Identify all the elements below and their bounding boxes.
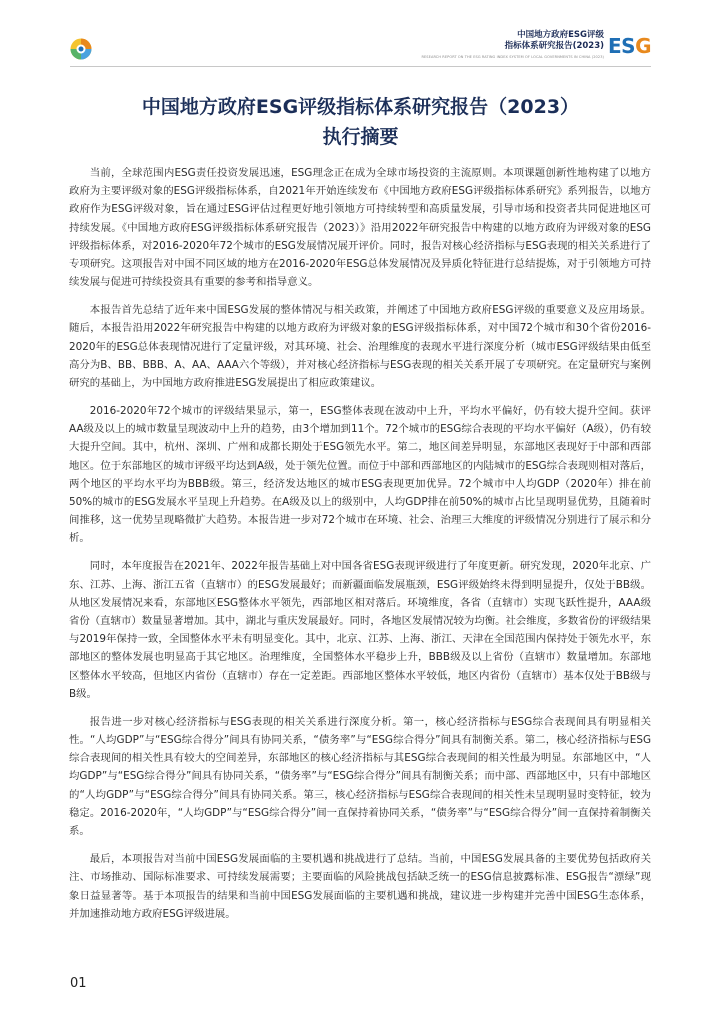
report-header-text xyxy=(421,30,604,63)
header-english-subtitle: RESEARCH REPORT ON THE ESG RATING INDEX SYSTEM OF LOCAL GOVERNMENTS IN CHINA (2023) xyxy=(421,54,604,59)
publisher-logo-icon xyxy=(70,38,92,60)
paragraph-overview: 本报告首先总结了近年来中国ESG发展的整体情况与相关政策，并阐述了中国地方政府ESG评级的重要意义及应用场景。随后，本报告沿用2022年研究报告中构建的以地方政府为评级对象的ESG评级指标体系，对中国72个城市和30个省份2016-2020年的ESG总体表现情况进行了定量评级，对其环境、社会、治理维度的表现水平进行深度分析（城市ESG评级结果由低至高分为B、BB、BBB、A、AA、AAA六个等级），并对核心经济指标与ESG表现的相关关系开展了专项研究。在定量研究与案例研究的基础上，为中国地方政府推进ESG发展提出了相应政策建议。 xyxy=(69,304,651,390)
document-title: 中国地方政府ESG评级指标体系研究报告（2023） xyxy=(141,96,580,118)
esg-logo xyxy=(608,35,651,57)
esg-logo-text: ESG xyxy=(608,34,651,58)
paragraph-city-results: 2016-2020年72个城市的评级结果显示，第一，ESG整体表现在波动中上升，平均水平偏好，仍有较大提升空间。获评AA级及以上的城市数量呈现波动中上升的趋势，由3个增加到11个。72个城市的ESG综合表现的平均水平偏好（A级），仍有较大提升空间。其中，杭州、深圳、广州和成都长期处于ESG领先水平。第二，地区间差异明显，东部地区表现好于中部和西部地区。位于东部地区的城市评级平均达到A级，处于领先位置。而位于中部和西部地区的内陆城市的ESG综合表现则相对落后，两个地区的平均水平均为BBB级。第三，经济发达地区的城市ESG表现更加优异。72个城市中人均GDP（2020年）排在前50%的城市的ESG发展水平呈现上升趋势。在A级及以上的级别中，人均GDP排在前50%的城市占比呈现明显优势，且随着时间推移，这一优势呈现略微扩大趋势。本报告进一步对72个城市在环境、社会、治理三大维度的评级情况分别进行了展示和分析。 xyxy=(69,405,651,545)
header-title-line1: 中国地方政府ESG评级 xyxy=(517,29,604,40)
header-title-line2: 指标体系研究报告(2023) xyxy=(504,40,604,51)
report-header xyxy=(421,30,651,62)
paragraph-intro: 当前，全球范围内ESG责任投资发展迅速，ESG理念正在成为全球市场投资的主流原则。本项课题创新性地构建了以地方政府为主要评级对象的ESG评级指标体系，自2021年开始连续发布《中国地方政府ESG评级指标体系研究》系列报告，以地方政府作为ESG评级对象，旨在通过ESG评估过程更好地引领地方可持续转型和高质量发展，引导市场和投资者共同促进地区可持续发展。《中国地方政府ESG评级指标体系研究报告（2023）》沿用2022年研究报告中构建的以地方政府为评级对象的ESG评级指标体系，对2016-2020年72个城市的ESG发展情况展开评价。同时，报告对核心经济指标与ESG表现的相关关系进行了专项研究。这项报告对中国不同区域的地方在2016-2020年ESG总体发展情况及异质化特征进行总结提炼，对于引领地方可持续发展与促进可持续投资具有重要的参考和指导意义。 xyxy=(69,167,651,289)
document-subtitle: 执行摘要 xyxy=(322,126,399,148)
paragraph-conclusion: 最后，本项报告对当前中国ESG发展面临的主要机遇和挑战进行了总结。当前，中国ESG发展具备的主要优势包括政府关注、市场推动、国际标准要求、可持续发展需要；主要面临的风险挑战包括缺乏统一的ESG信息披露标准、ESG报告“漂绿”现象日益显著等。基于本项报告的结果和当前中国ESG发展面临的主要机遇和挑战，建议进一步构建并完善中国ESG生态体系，并加速推动地方政府ESG评级进展。 xyxy=(69,853,651,920)
paragraph-economic-analysis: 报告进一步对核心经济指标与ESG表现的相关关系进行深度分析。第一，核心经济指标与ESG综合表现间具有明显相关性。“人均GDP”与“ESG综合得分”间具有协同关系，“债务率”与“ESG综合得分”间具有制衡关系。第二，核心经济指标与ESG综合表现间的相关性具有较大的空间差异，东部地区的核心经济指标与其ESG综合表现间的相关性最为明显。东部地区中，“人均GDP”与“ESG综合得分”间具有协同关系，“债务率”与“ESG综合得分”间具有制衡关系；而中部、西部地区中，只有中部地区的“人均GDP”与“ESG综合得分”间具有协同关系。第三，核心经济指标与ESG综合表现间的相关性未呈现明显时变特征，较为稳定。2016-2020年，“人均GDP”与“ESG综合得分”间一直保持着协同关系，“债务率”与“ESG综合得分”间一直保持着制衡关系。 xyxy=(69,715,651,838)
summary-body xyxy=(69,164,651,933)
header-divider xyxy=(70,66,651,67)
paragraph-province-results: 同时，本年度报告在2021年、2022年报告基础上对中国各省ESG表现评级进行了年度更新。研究发现，2020年北京、广东、江苏、上海、浙江五省（直辖市）的ESG发展最好；而新疆面临发展瓶颈，ESG评级始终未得到明显提升，仅处于BB级。从地区发展情况来看，东部地区ESG整体水平领先，西部地区相对落后。环境维度，各省（直辖市）实现飞跃性提升，AAA级省份（直辖市）数量显著增加。其中，湖北与重庆发展最好。同时，各地区发展情况较为均衡。社会维度，多数省份的评级结果与2019年保持一致，全国整体水平未有明显变化。其中，北京、江苏、上海、浙江、天津在全国范围内保持处于领先水平，东部地区的整体发展也明显高于其它地区。治理维度，全国整体水平稳步上升，BBB级及以上省份（直辖市）数量增加。东部地区整体水平较高，但地区内省份（直辖市）存在一定差距。西部地区整体水平较低，地区内省份（直辖市）基本仅处于BB级与B级。 xyxy=(69,560,651,700)
page-number: 01 xyxy=(70,976,87,991)
